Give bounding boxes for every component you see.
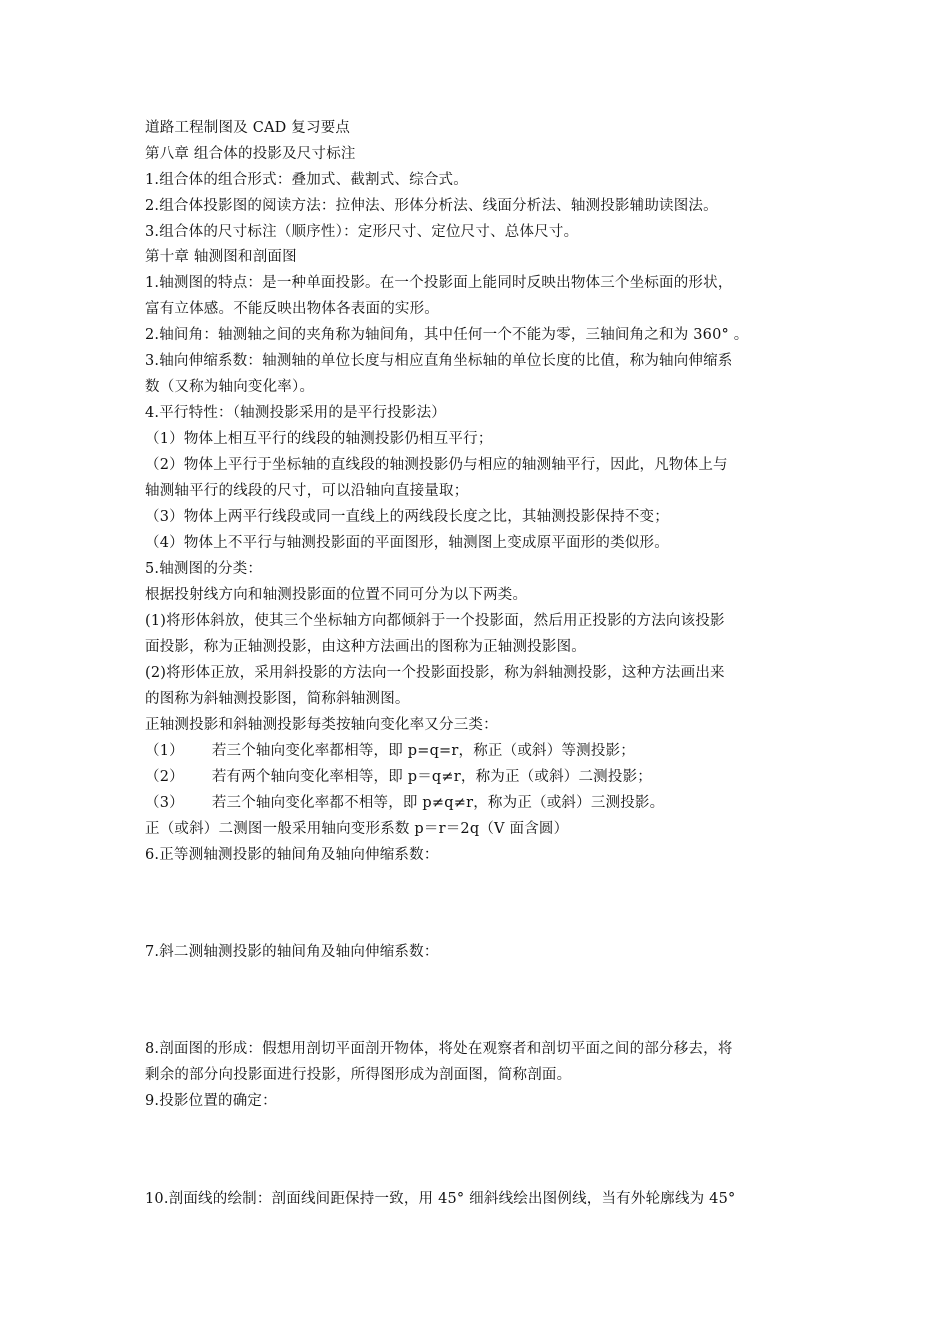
ch10-item-4-sub-3: （3）物体上两平行线段或同一直线上的两线段长度之比，其轴测投影保持不变； [145, 509, 669, 525]
projection-class-1 [145, 741, 635, 761]
ch10-item-1-line-2: 富有立体感。不能反映出物体各表面的实形。 [145, 301, 439, 317]
ch10-item-4-sub-4: （4）物体上不平行与轴测投影面的平面图形，轴测图上变成原平面形的类似形。 [145, 535, 669, 551]
ch10-item-9: 9.投影位置的确定： [145, 1093, 277, 1109]
ch10-item-5-p1-line-1: (1)将形体斜放，使其三个坐标轴方向都倾斜于一个投影面，然后用正投影的方法向该投影 [145, 613, 725, 629]
ch10-item-4: 4.平行特性：（轴测投影采用的是平行投影法） [145, 405, 446, 421]
ch10-item-5-p2-line-1: (2)将形体正放，采用斜投影的方法向一个投影面投影，称为斜轴测投影，这种方法画出来 [145, 665, 725, 681]
ch10-item-5-p3: 正轴测投影和斜轴测投影每类按轴向变化率又分三类： [145, 717, 498, 733]
ch8-item-1: 1.组合体的组合形式：叠加式、截割式、综合式。 [145, 172, 468, 188]
document-title: 道路工程制图及 CAD 复习要点 [145, 120, 351, 136]
projection-class-2-number: （2） [145, 769, 184, 785]
ch10-item-10: 10.剖面线的绘制：剖面线间距保持一致，用 45° 细斜线绘出图例线，当有外轮廓线为 45° [145, 1191, 736, 1207]
ch10-item-6: 6.正等测轴测投影的轴间角及轴向伸缩系数： [145, 847, 439, 863]
ch10-item-5-note: 正（或斜）二测图一般采用轴向变形系数 p＝r＝2q（V 面含圆） [145, 821, 569, 837]
ch8-item-2: 2.组合体投影图的阅读方法：拉伸法、形体分析法、线面分析法、轴测投影辅助读图法。 [145, 198, 718, 214]
projection-class-2 [145, 767, 652, 787]
ch10-item-1-line-1: 1.轴测图的特点：是一种单面投影。在一个投影面上能同时反映出物体三个坐标面的形状， [145, 275, 733, 291]
projection-class-3 [145, 793, 664, 813]
projection-class-1-number: （1） [145, 743, 184, 759]
ch10-item-4-sub-2-line-2: 轴测轴平行的线段的尺寸，可以沿轴向直接量取； [145, 483, 469, 499]
projection-class-1-text: 若三个轴向变化率都相等，即 p=q=r，称正（或斜）等测投影； [211, 743, 635, 759]
ch10-item-3-line-1: 3.轴向伸缩系数：轴测轴的单位长度与相应直角坐标轴的单位长度的比值，称为轴向伸缩系 [145, 353, 733, 369]
chapter-10-heading: 第十章 轴测图和剖面图 [145, 249, 297, 265]
ch10-item-5-p2-line-2: 的图称为斜轴测投影图，简称斜轴测图。 [145, 691, 410, 707]
ch8-item-3: 3.组合体的尺寸标注（顺序性）：定形尺寸、定位尺寸、总体尺寸。 [145, 224, 579, 240]
ch10-item-5: 5.轴测图的分类： [145, 561, 263, 577]
ch10-item-8-line-2: 剩余的部分向投影面进行投影，所得图形成为剖面图，简称剖面。 [145, 1067, 572, 1083]
chapter-8-heading: 第八章 组合体的投影及尺寸标注 [145, 146, 356, 162]
projection-class-3-text: 若三个轴向变化率都不相等，即 p≠q≠r，称为正（或斜）三测投影。 [211, 795, 665, 811]
ch10-item-7: 7.斜二测轴测投影的轴间角及轴向伸缩系数： [145, 944, 439, 960]
projection-class-2-text: 若有两个轴向变化率相等，即 p＝q≠r，称为正（或斜）二测投影； [211, 769, 652, 785]
projection-class-3-number: （3） [145, 795, 184, 811]
ch10-item-5-p1-line-2: 面投影，称为正轴测投影，由这种方法画出的图称为正轴测投影图。 [145, 639, 586, 655]
ch10-item-4-sub-2-line-1: （2）物体上平行于坐标轴的直线段的轴测投影仍与相应的轴测轴平行，因此，凡物体上与 [145, 457, 728, 473]
ch10-item-4-sub-1: （1）物体上相互平行的线段的轴测投影仍相互平行； [145, 431, 493, 447]
ch10-item-2: 2.轴间角：轴测轴之间的夹角称为轴间角，其中任何一个不能为零，三轴间角之和为 360° 。 [145, 327, 749, 343]
ch10-item-3-line-2: 数（又称为轴向变化率）。 [145, 379, 315, 395]
ch10-item-8-line-1: 8.剖面图的形成：假想用剖切平面剖开物体，将处在观察者和剖切平面之间的部分移去，将 [145, 1041, 733, 1057]
ch10-item-5-intro: 根据投射线方向和轴测投影面的位置不同可分为以下两类。 [145, 587, 528, 603]
